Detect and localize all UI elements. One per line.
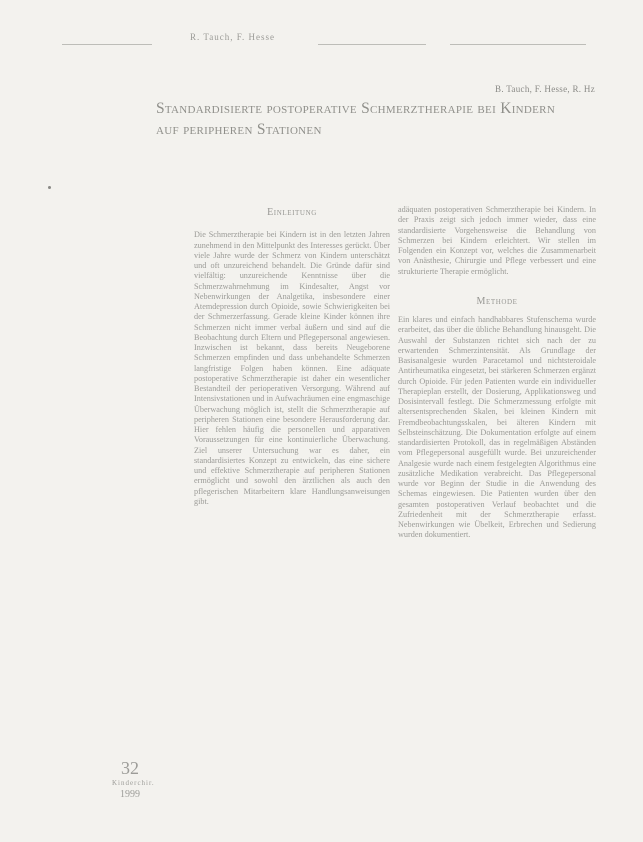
methode-text: Ein klares und einfach handhabbares Stufenschema wurde erarbeitet, das über die übliche Behandlung hinausgeht. Die Auswahl der Substanzen richtet sich nach der zu erwartenden Schmerzintensität. Als Grundlage der Basisanalgesie wurden Paracetamol und nichtsteroidale Antirheumatika eingesetzt, bei stärkeren Schmerzen ergänzt durch Opioide. Für jeden Patienten wurde ein individueller Therapieplan erstellt, der Dosierung, Applikationsweg und Dosisintervall festlegt. Die Schmerzmessung erfolgte mit altersentsprechenden Skalen, bei kleinen Kindern mit Fremdbeobachtungsskalen, bei älteren Kindern mit Selbsteinschätzung. Die Dokumentation erfolgte auf einem standardisierten Protokoll, das in regelmäßigen Abständen vom Pflegepersonal ausgefüllt wurde. Bei unzureichender Analgesie wurde nach einem festgelegten Algorithmus eine zusätzliche Medikation verabreicht. Das Pflegepersonal wurde vor Beginn der Studie in die Anwendung des Schemas eingewiesen. Die Patienten wurden über den gesamten postoperativen Verlauf beobachtet und die Zufriedenheit mit der Schmerztherapie erfasst. Nebenwirkungen wie Übelkeit, Erbrechen und Sedierung wurden dokumentiert. [398,315,596,540]
header-rule-right [450,44,586,45]
publication-year: 1999 [120,789,140,800]
article-title: Standardisierte postoperative Schmerztherapie bei Kindern auf peripheren Stationen [156,100,556,138]
margin-mark [48,186,51,189]
header-rule-mid [318,44,426,45]
section-heading-einleitung: Einleitung [267,207,317,218]
running-head: R. Tauch, F. Hesse [190,32,275,42]
author-line: B. Tauch, F. Hesse, R. Hz [495,84,595,94]
page-marker [112,758,155,801]
left-column [194,208,390,507]
right-column [398,205,596,541]
page-number: 32 [121,758,139,778]
intro-continuation-text: adäquaten postoperativen Schmerztherapie bei Kindern. In der Praxis zeigt sich jedoch immer wieder, dass eine standardisierte Vorgehensweise die Behandlung von Schmerzen bei Kindern erleichtert. Wir stellen im Folgenden ein Konzept vor, welches die Zusammenarbeit von Anästhesie, Chirurgie und Pflege verbessert und eine strukturierte Therapie ermöglicht. [398,205,596,276]
journal-label: Kinderchir. [112,779,155,787]
section-heading-methode: Methode [476,295,518,307]
einleitung-text: Die Schmerztherapie bei Kindern ist in den letzten Jahren zunehmend in den Mittelpunkt des Interesses gerückt. Über viele Jahre wurde der Schmerz von Kindern unterschätzt und oft unzureichend behandelt. Die Gründe dafür sind vielfältig: unzureichende Kenntnisse über die Schmerzwahrnehmung im Kindesalter, Angst vor Nebenwirkungen der Analgetika, insbesondere einer Atemdepression durch Opioide, sowie Schwierigkeiten bei der Schmerzerfassung. Gerade kleine Kinder können ihre Schmerzen nicht immer verbal äußern und sind auf die Beobachtung durch Eltern und Pflegepersonal angewiesen. Inzwischen ist bekannt, dass bereits Neugeborene Schmerzen empfinden und dass unbehandelte Schmerzen langfristige Folgen haben können. Eine adäquate postoperative Schmerztherapie ist daher ein wesentlicher Bestandteil der perioperativen Versorgung. Während auf Intensivstationen und in Aufwachräumen eine engmaschige Überwachung möglich ist, stellt die Schmerztherapie auf peripheren Stationen eine besondere Herausforderung dar. Hier fehlen häufig die personellen und apparativen Voraussetzungen für eine kontinuierliche Überwachung. Ziel unserer Untersuchung war es daher, ein standardisiertes Konzept zu entwickeln, das eine sichere und effektive Schmerztherapie auf peripheren Stationen ermöglicht und sowohl den ärztlichen als auch den pflegerischen Mitarbeitern klare Handlungsanweisungen gibt. [194,230,390,506]
header-rule-left [62,44,152,45]
